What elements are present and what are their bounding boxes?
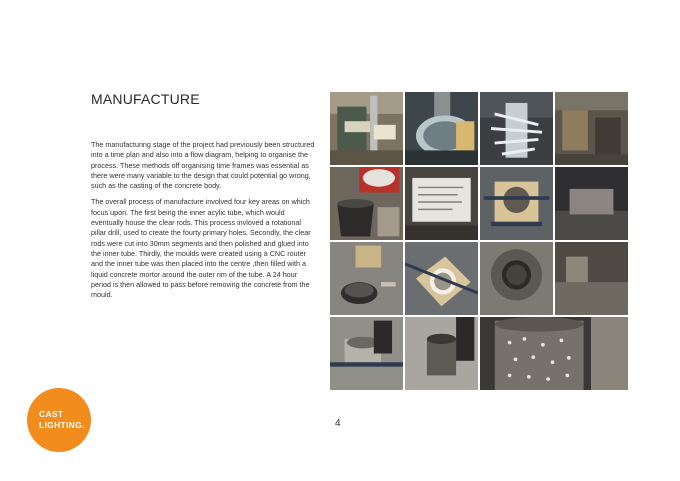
mould-base-photo: [555, 167, 628, 240]
page-number: 4: [335, 418, 341, 429]
pillar-drill-photo: [330, 92, 403, 165]
photo-collage: [330, 92, 628, 390]
workshop-bench-photo: [555, 242, 628, 315]
paragraph-1: The manufacturing stage of the project had previously been structured into a time plan and also into a flow diagram, helping to organise the process. These methods off organising time frames was essential as there were many variable to the design that could potential go wrong, such as the casting of the concrete body.: [91, 140, 315, 191]
cast-cylinder-photo: [405, 317, 478, 390]
concrete-ring-photo: [480, 242, 553, 315]
logo-line-1: CAST: [39, 409, 64, 419]
logo-line-2: LIGHTING.: [39, 420, 85, 430]
acrylic-tube-drilling-photo: [405, 92, 478, 165]
concrete-bucket-photo: [330, 167, 403, 240]
body-text: [91, 140, 317, 306]
finished-concrete-body-photo: [480, 317, 628, 390]
cast-lighting-logo: [27, 388, 91, 452]
mould-removal-photo: [330, 317, 403, 390]
paragraph-2: The overall process of manufacture involved four key areas on which focus upon. The first being the inner acylic tube, which would eventually house the clear rods. This process invloved a rotational pillar drill, used to create the fourty primary holes. Secondly, the clear rods were cut into 30mm segments and then polished and glued into the inner tube. Thirdly, the moulds were created using a CNC router and the inner tube was then placed into the centre ,then filled with a liquid concrete mortor around the outer rim of the tube. A 24 hour period is then allowed to pass before removing the concrete from the mould.: [91, 197, 311, 300]
mould-with-tube-photo: [405, 242, 478, 315]
logo-text: [39, 409, 85, 431]
glued-rods-tube-photo: [480, 92, 553, 165]
whiteboard-plan-photo: [405, 167, 478, 240]
page-title: MANUFACTURE: [91, 91, 200, 107]
mixing-bowl-photo: [330, 242, 403, 315]
clamped-mould-photo: [480, 167, 553, 240]
workshop-machinery-photo: [555, 92, 628, 165]
